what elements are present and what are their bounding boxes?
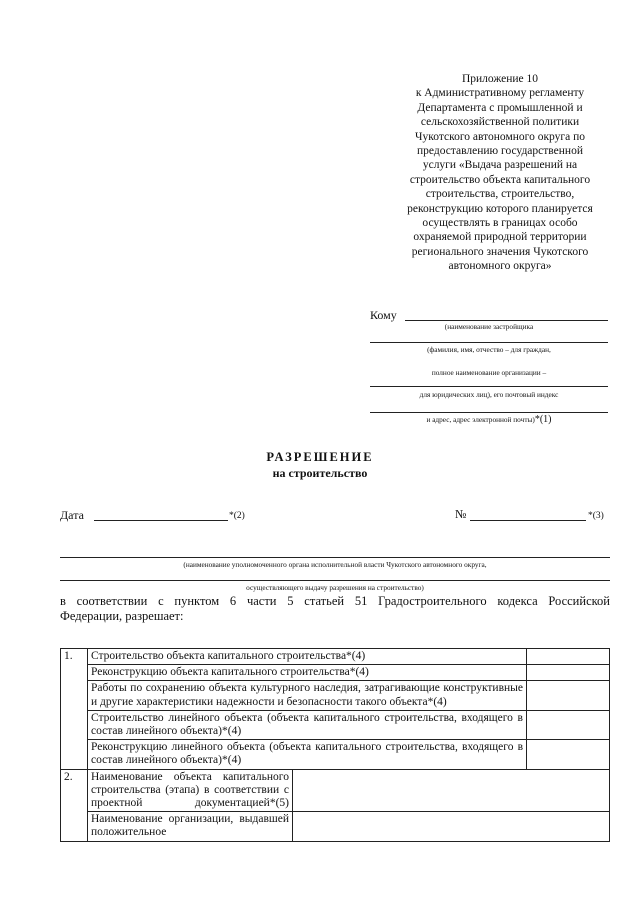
field-value-cell[interactable] (293, 812, 610, 841)
permit-type-mark-cell[interactable] (527, 681, 610, 710)
number-label: № (455, 507, 467, 521)
permit-type-mark-cell[interactable] (527, 665, 610, 681)
permit-type-mark-cell[interactable] (527, 649, 610, 665)
permit-type-option: Строительство объекта капитального строительства*(4) (88, 649, 527, 665)
appendix-line: предоставлению государственной (417, 145, 583, 158)
appendix-line: автономного округа» (448, 260, 552, 273)
appendix-line: услуги «Выдача разрешений на (422, 159, 578, 172)
authority-hint: осуществляющего выдачу разрешения на строительство) (246, 583, 424, 592)
recipient-hint: (фамилия, имя, отчество – для граждан, (427, 345, 551, 354)
table-row (61, 812, 610, 841)
field-label (88, 769, 293, 812)
row-number: 2. (61, 769, 88, 841)
table-row (61, 665, 610, 681)
permit-type-option: Работы по сохранению объекта культурного наследия, затрагивающие конструктивные и другие характеристики надежности и безопасности такого объекта*(4) (88, 681, 527, 710)
recipient-hint: для юридических лиц), его почтовый индекс (419, 390, 559, 399)
appendix-line: строительство объекта капитального (409, 173, 591, 186)
authority-hint: (наименование уполномоченного органа исполнительной власти Чукотского автономного округа, (183, 560, 487, 569)
permit-type-option: Строительство линейного объекта (объекта капитального строительства, входящего в состав линейного объекта)*(4) (88, 710, 527, 739)
number-input-line[interactable] (470, 520, 586, 521)
appendix-line: Чукотского автономного округа по (415, 130, 585, 143)
appendix-line: реконструкцию которого планируется (407, 202, 593, 215)
appendix-line: сельскохозяйственной политики (420, 116, 580, 129)
field-label-text: Наименование объекта капитального строительства (этапа) в соответствии с проектной документацией*(5) (91, 770, 289, 810)
authority-input-line[interactable] (60, 557, 610, 558)
table-row (61, 681, 610, 710)
permit-type-mark-cell[interactable] (527, 710, 610, 739)
recipient-input-line[interactable] (370, 342, 608, 343)
appendix-line: охраняемой природной территории (413, 231, 587, 244)
document-subtitle: на строительство (272, 466, 368, 480)
appendix-line: регионального значения Чукотского (411, 245, 589, 258)
row-number: 1. (61, 649, 88, 770)
appendix-line: осуществлять в границах особо (422, 217, 578, 230)
permit-type-option: Реконструкцию линейного объекта (объекта капитального строительства, входящего в состав линейного объекта)*(4) (88, 740, 527, 769)
recipient-input-line[interactable] (370, 386, 608, 387)
appendix-line: Департамента с промышленной и (417, 101, 583, 114)
table-row (61, 769, 610, 812)
recipient-hint: (наименование застройщика (444, 322, 534, 331)
document-title: РАЗРЕШЕНИЕ (266, 450, 374, 464)
table-row (61, 740, 610, 769)
date-label: Дата (60, 508, 84, 522)
field-label-text: Наименование организации, выдавшей положительное (91, 813, 289, 839)
field-label (88, 812, 293, 841)
recipient-hint: полное наименование организации – (431, 368, 547, 377)
appendix-line: к Административному регламенту (415, 87, 585, 100)
permit-type-option: Реконструкцию объекта капитального строительства*(4) (88, 665, 527, 681)
permit-type-mark-cell[interactable] (527, 740, 610, 769)
date-input-line[interactable] (94, 520, 228, 521)
permit-table (60, 648, 610, 842)
recipient-hint-text: и адрес, адрес электронной почты) (426, 415, 535, 424)
recipient-input-line[interactable] (370, 412, 608, 413)
appendix-header (382, 72, 618, 274)
table-row (61, 649, 610, 665)
table-row (61, 710, 610, 739)
appendix-line: Приложение 10 (461, 73, 539, 85)
footnote-mark: *(3) (588, 511, 604, 521)
legal-basis-line: в соответствии с пунктом 6 части 5 статьей 51 Градостроительного кодекса Российской (60, 594, 610, 608)
footnote-mark: *(2) (229, 511, 245, 521)
legal-basis-line: Федерации, разрешает: (60, 609, 184, 623)
recipient-label: Кому (370, 308, 397, 322)
recipient-hint (370, 415, 608, 424)
field-value-cell[interactable] (293, 769, 610, 812)
appendix-line: строительства, строительство, (425, 188, 575, 201)
recipient-input-line[interactable] (405, 320, 608, 321)
authority-input-line[interactable] (60, 580, 610, 581)
legal-basis (60, 594, 610, 624)
footnote-mark: *(1) (534, 414, 552, 425)
